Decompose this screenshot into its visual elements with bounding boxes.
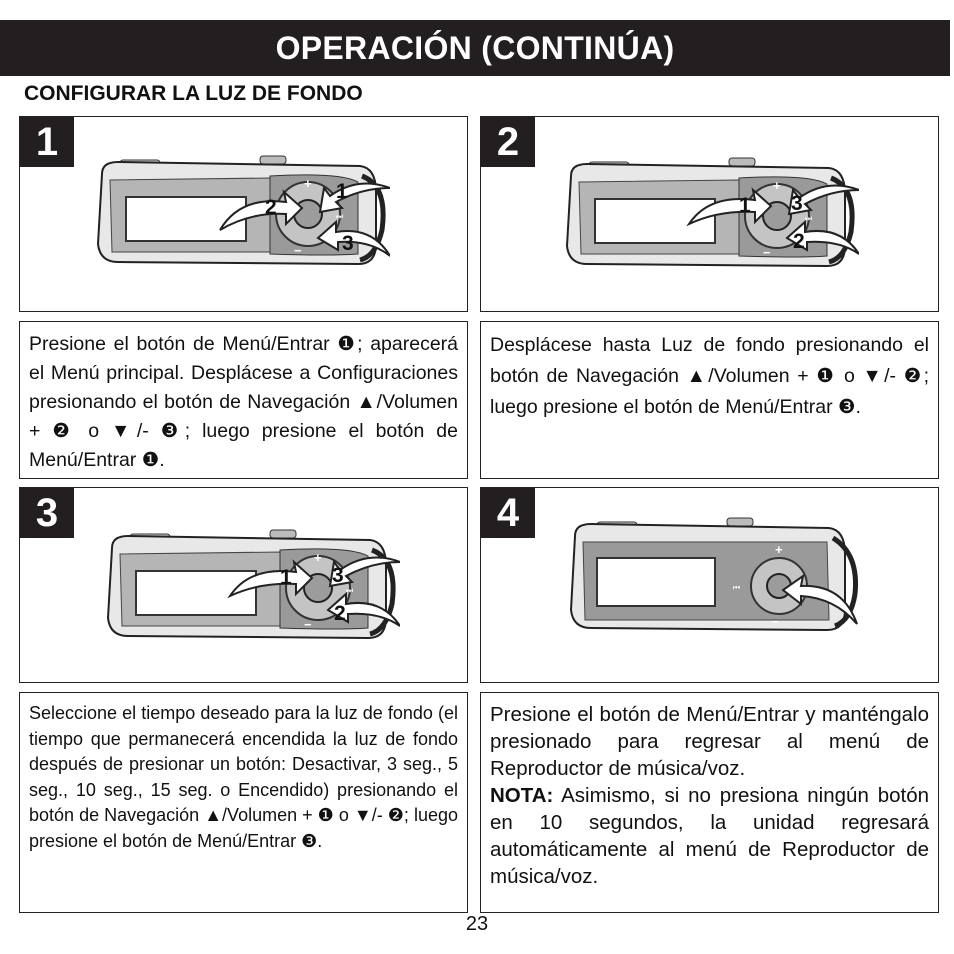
callout-number: 3 — [342, 232, 354, 255]
step-3-instructions: Seleccione el tiempo deseado para la luz de fondo (el tiempo que permanecerá encendida la luz de fondo después de presionar un botón: Desactivar, 3 seg., 5 seg., 10 seg., 15 seg. o Encendido) presionando el botón de Navegación ▲/Volumen + ❶ o ▼/- ❷; luego presione el botón de Menú/Entrar ❸. — [19, 692, 468, 913]
step-4-instructions — [480, 692, 939, 913]
mp3-player-illustration-2 — [559, 154, 859, 284]
step-4-panel — [480, 487, 939, 683]
page-title: OPERACIÓN (CONTINÚA) — [275, 29, 675, 66]
mp3-player-illustration-1 — [90, 152, 390, 282]
callout-number: 2 — [334, 602, 346, 625]
callout-number: 2 — [265, 196, 277, 219]
callout-number: 1 — [336, 180, 348, 203]
step-2-badge: 2 — [481, 117, 535, 167]
step-4-badge: 4 — [481, 488, 535, 538]
skip-label: ⏭ — [336, 212, 344, 221]
step-3-panel — [19, 487, 468, 683]
section-title: CONFIGURAR LA LUZ DE FONDO — [24, 82, 363, 105]
plus-label: + — [314, 550, 322, 565]
step-1-instructions: Presione el botón de Menú/Entrar ❶; aparecerá el Menú principal. Desplácese a Configuraciones presionando el botón de Navegación ▲/Volumen + ❷ o ▼/- ❸; luego presione el botón de Menú/Entrar ❶. — [19, 321, 468, 479]
plus-label: + — [773, 178, 781, 193]
mp3-player-illustration-4 — [567, 514, 867, 644]
skip-label: ⏭ — [346, 586, 354, 595]
minus-label: − — [304, 617, 312, 632]
callout-number: 3 — [791, 192, 803, 215]
step-2-panel — [480, 116, 939, 312]
step-4-main-text: Presione el botón de Menú/Entrar y manténgalo presionado para regresar al menú de Reproductor de música/voz. — [490, 703, 929, 780]
plus-label: + — [304, 176, 312, 191]
page-number: 23 — [465, 913, 489, 935]
callout-number: 2 — [793, 230, 805, 253]
minus-label: − — [294, 243, 302, 258]
step-2-instructions: Desplácese hasta Luz de fondo presionando el botón de Navegación ▲/Volumen + ❶ o ▼/- ❷; luego presione el botón de Menú/Entrar ❸. — [480, 321, 939, 479]
callout-number: 1 — [739, 194, 751, 217]
minus-label: − — [763, 245, 771, 260]
mp3-player-illustration-3 — [100, 526, 400, 656]
prev-label: ⏮ — [733, 583, 741, 592]
skip-label: ⏭ — [805, 214, 813, 223]
plus-label: + — [775, 542, 783, 557]
note-text: Asimismo, si no presiona ningún botón en 10 segundos, la unidad regresará automáticamente al menú de Reproductor de música/voz. — [490, 784, 929, 888]
header-bar — [0, 20, 950, 76]
step-1-panel — [19, 116, 468, 312]
step-1-badge: 1 — [20, 117, 74, 167]
step-3-badge: 3 — [20, 488, 74, 538]
minus-label: − — [771, 614, 779, 629]
note-label: NOTA: — [490, 784, 554, 807]
callout-number: 1 — [280, 566, 292, 589]
callout-number: 3 — [332, 564, 344, 587]
